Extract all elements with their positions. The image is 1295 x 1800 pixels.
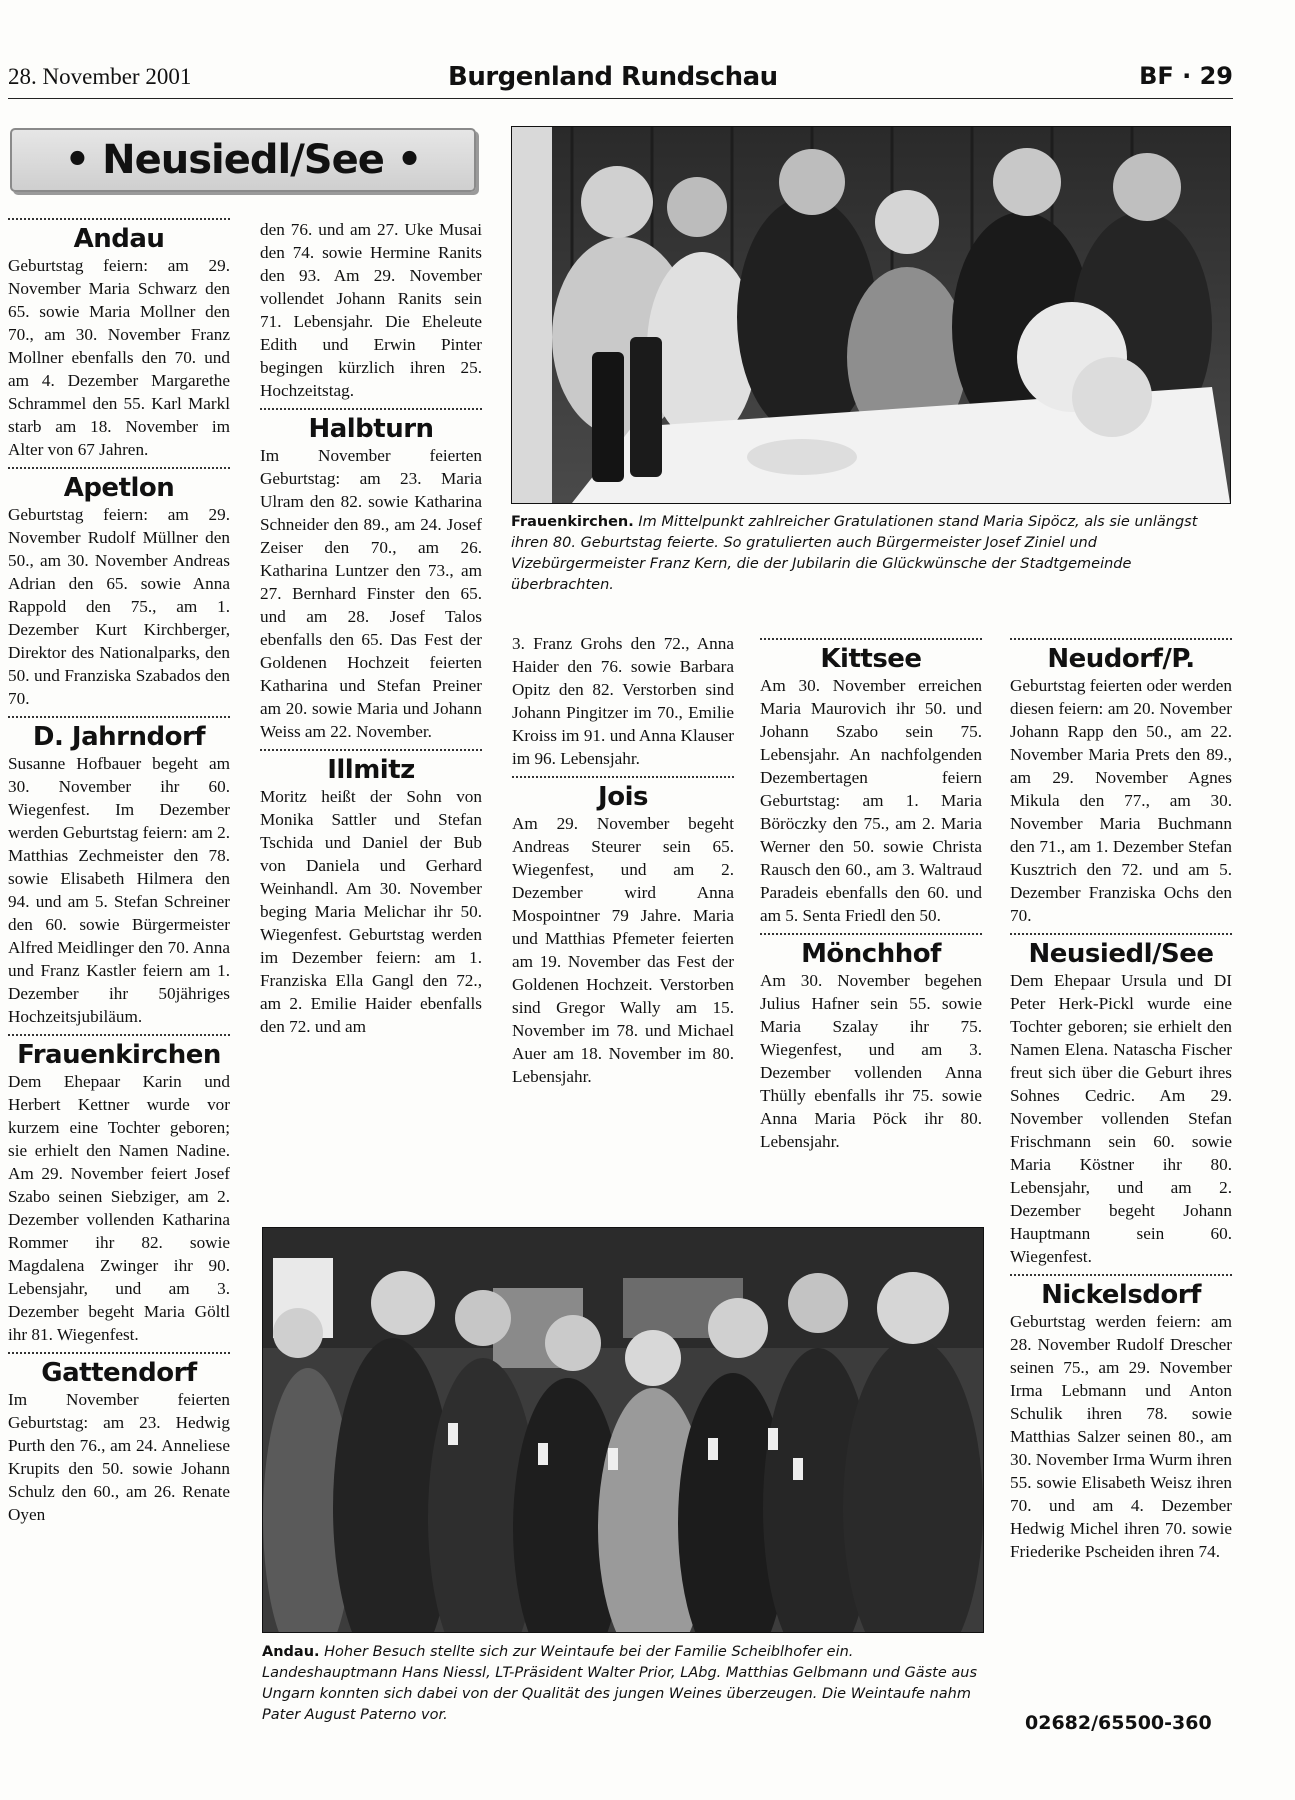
section-title-neudorf: Neudorf/P. xyxy=(1047,644,1195,674)
section-title-gattendorf: Gattendorf xyxy=(41,1358,197,1388)
newspaper-name: Burgenland Rundschau xyxy=(448,62,778,92)
region-title: • Neusiedl/See • xyxy=(64,137,422,183)
photo-andau xyxy=(262,1227,984,1633)
section-title-neusiedl: Neusiedl/See xyxy=(1028,939,1214,969)
section-title-kittsee: Kittsee xyxy=(820,644,922,674)
section-divider xyxy=(8,218,230,222)
section-title-jois: Jois xyxy=(598,782,648,812)
section-divider xyxy=(260,408,482,412)
section-divider xyxy=(760,933,982,937)
column-5 xyxy=(1010,632,1232,1563)
section-divider xyxy=(260,749,482,753)
section-divider xyxy=(512,776,734,780)
section-divider xyxy=(1010,1274,1232,1278)
section-title-moenchhof: Mönchhof xyxy=(801,939,941,969)
section-text-andau: Geburtstag feiern: am 29. November Maria Schwarz den 65. sowie Maria Mollner den 70., am 30. November Franz Mollner ebenfalls den 70. und am 4. Dezember Margarethe Schrammel den 55. Karl Markl starb am 18. November im Alter von 67 Jahren. xyxy=(8,256,230,459)
page-header xyxy=(8,62,1233,99)
section-text-nickelsdorf: Geburtstag werden feiern: am 28. November Rudolf Drescher seinen 75., am 29. November Irma Lebmann und Anton Schulik ihren 78. sowie Matthias Salzer seinen 80., am 30. November Irma Wurm ihren 55. sowie Elisabeth Weisz ihren 70. und am 4. Dezember Hedwig Michel ihren 70. sowie Friederike Pscheiden ihren 74. xyxy=(1010,1312,1232,1561)
section-divider xyxy=(8,467,230,471)
section-text-illmitz-cont: 3. Franz Grohs den 72., Anna Haider den 76. sowie Barbara Opitz den 82. Verstorben sind Johann Pingitzer im 70., Emilie Kroiss im 91. und Anna Klauser im 96. Lebensjahr. xyxy=(512,634,734,768)
section-title-frauenkirchen: Frauenkirchen xyxy=(17,1040,221,1070)
section-text-neusiedl: Dem Ehepaar Ursula und DI Peter Herk-Pickl wurde eine Tochter geboren; sie erhielt den Namen Elena. Natascha Fischer freut sich über die Geburt ihres Sohnes Cedric. Am 29. November vollenden Stefan Frischmann sein 60. sowie Maria Köstner ihr 80. Lebensjahr, und am 2. Dezember begeht Johann Hauptmann sein 60. Wiegenfest. xyxy=(1010,971,1232,1266)
caption-place: Frauenkirchen. xyxy=(511,514,634,530)
section-text-jois: Am 29. November begeht Andreas Steurer sein 65. Wiegenfest, und am 2. Dezember wird Anna Mospointner 79 Jahre. Maria und Matthias Pfemeter feierten am 19. November das Fest der Goldenen Hochzeit. Verstorben sind Gregor Wally am 15. November im 78. und Michael Auer am 18. November im 80. Lebensjahr. xyxy=(512,814,734,1086)
column-1 xyxy=(8,212,230,1526)
section-text-apetlon: Geburtstag feiern: am 29. November Rudolf Müllner den 50., am 30. November Andreas Adrian den 65. sowie Anna Rappold den 75., am 1. Dezember Kurt Kirchberger, Direktor des Nationalparks, den 50. und Franziska Szabados den 70. xyxy=(8,505,230,708)
caption-place: Andau. xyxy=(262,1644,320,1660)
caption-text: Hoher Besuch stellte sich zur Weintaufe bei der Familie Scheiblhofer ein. Landeshauptmann Hans Niessl, LT-Präsident Walter Prior, LAbg. Matthias Gelbmann und Gäste aus Ungarn konnten sich dabei von der Qualität des jungen Weines überzeugen. Die Weintaufe nahm Pater August Paterno vor. xyxy=(262,1644,978,1723)
issue-date: 28. November 2001 xyxy=(8,64,192,89)
photo-frauenkirchen-image xyxy=(512,127,1230,503)
section-text-djahrndorf: Susanne Hofbauer begeht am 30. November ihr 60. Wiegenfest. Im Dezember werden Geburtstag feiern: am 2. Matthias Zechmeister den 78. sowie Elisabeth Hilmera den 94. und am 5. Stefan Schreiner den 60. sowie Bürgermeister Alfred Meidlinger den 70. Anna und Franz Kastler feiern am 1. Dezember ihr 50jähriges Hochzeitsjubiläum. xyxy=(8,754,230,1026)
section-divider xyxy=(8,716,230,720)
column-4 xyxy=(760,632,982,1153)
section-text-frauenkirchen: Dem Ehepaar Karin und Herbert Kettner wurde vor kurzem eine Tochter geboren; sie erhielt den Namen Nadine. Am 29. November feiert Josef Szabo seinen Siebziger, am 2. Dezember vollenden Katharina Rommer ihr 82. sowie Magdalena Zwinger ihr 90. Lebensjahr, und am 3. Dezember begeht Maria Göltl ihr 81. Wiegenfest. xyxy=(8,1072,230,1344)
section-title-apetlon: Apetlon xyxy=(63,473,175,503)
photo-andau-image xyxy=(263,1228,983,1632)
section-title-andau: Andau xyxy=(73,224,165,254)
section-divider xyxy=(760,638,982,642)
section-text-illmitz: Moritz heißt der Sohn von Monika Sattler und Stefan Tschida und Daniel der Bub von Daniela und Gerhard Weinhandl. Am 30. November beging Maria Melichar ihr 50. Wiegenfest. Geburtstag werden im Dezember feiern: am 1. Franziska Ella Gangl den 72., am 2. Emilie Haider ebenfalls den 72. und am xyxy=(260,787,482,1036)
caption-text: Im Mittelpunkt zahlreicher Gratulationen stand Maria Sipöcz, als sie unlängst ihren 80. Geburtstag feierte. So gratulierten auch Bürgermeister Josef Ziniel und Vizebürgermeister Franz Kern, die der Jubilarin die Glückwünsche der Stadtgemeinde überbrachten. xyxy=(511,514,1198,593)
photo-frauenkirchen xyxy=(511,126,1231,504)
section-divider xyxy=(8,1352,230,1356)
section-text-halbturn: Im November feierten Geburtstag: am 23. Maria Ulram den 82. sowie Katharina Schneider den 89., am 24. Josef Zeiser den 70., am 26. Katharina Luntzer den 73., am 27. Bernhard Finster den 65. und am 28. Josef Talos ebenfalls den 65. Das Fest der Goldenen Hochzeit feierten Katharina und Stefan Preiner am 20. sowie Maria und Johann Weiss am 22. November. xyxy=(260,446,482,741)
section-title-nickelsdorf: Nickelsdorf xyxy=(1041,1280,1201,1310)
page-number: BF · 29 xyxy=(1139,62,1233,90)
caption-andau xyxy=(262,1642,984,1726)
section-divider xyxy=(1010,933,1232,937)
section-title-halbturn: Halbturn xyxy=(308,414,434,444)
section-text-gattendorf-cont: den 76. und am 27. Uke Musai den 74. sowie Hermine Ranits den 93. Am 29. November vollendet Johann Ranits sein 71. Lebensjahr. Die Eheleute Edith und Erwin Pinter begingen kürzlich ihren 25. Hochzeitstag. xyxy=(260,220,482,400)
section-divider xyxy=(1010,638,1232,642)
phone-number: 02682/65500-360 xyxy=(1025,1712,1212,1734)
caption-frauenkirchen xyxy=(511,512,1229,596)
section-title-djahrndorf: D. Jahrndorf xyxy=(32,722,206,752)
column-2 xyxy=(260,218,482,1038)
section-divider xyxy=(8,1034,230,1038)
section-text-moenchhof: Am 30. November begehen Julius Hafner sein 55. sowie Maria Szalay ihr 75. Wiegenfest, und am 3. Dezember vollenden Anna Thülly ebenfalls ihr 75. sowie Anna Maria Pöck ihr 80. Lebensjahr. xyxy=(760,971,982,1151)
section-title-illmitz: Illmitz xyxy=(327,755,415,785)
section-text-kittsee: Am 30. November erreichen Maria Maurovich ihr 50. und Johann Szabo sein 75. Lebensjahr. An nachfolgenden Dezembertagen feiern Geburtstag: am 1. Maria Böröczky den 75., am 2. Maria Werner den 50. sowie Christa Rausch den 60., am 3. Waltraud Paradeis ebenfalls den 60. und am 5. Senta Friedl den 50. xyxy=(760,676,982,925)
section-text-neudorf: Geburtstag feierten oder werden diesen feiern: am 20. November Johann Rapp den 50., am 22. November Maria Prets den 89., am 29. November Agnes Mikula den 77., am 30. November Maria Buchmann den 71., am 1. Dezember Stefan Kusztrich den 72. und am 5. Dezember Franziska Ochs den 70. xyxy=(1010,676,1232,925)
region-banner xyxy=(10,128,476,192)
section-text-gattendorf: Im November feierten Geburtstag: am 23. Hedwig Purth den 76., am 24. Anneliese Krupits den 50. sowie Johann Schulz den 60., am 26. Renate Oyen xyxy=(8,1390,230,1524)
column-3 xyxy=(512,632,734,1088)
